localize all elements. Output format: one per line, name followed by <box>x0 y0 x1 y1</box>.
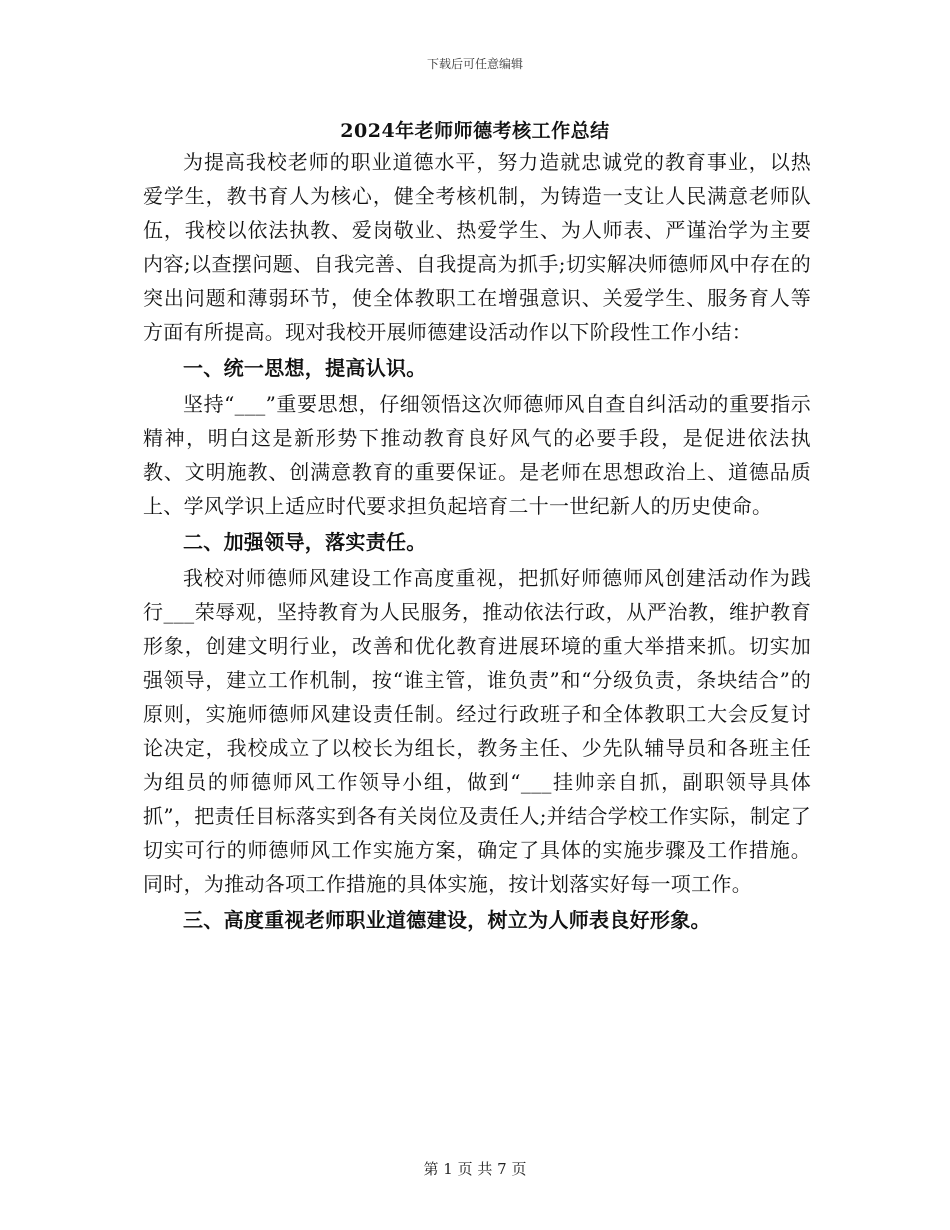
section-1-paragraph: 坚持“___”重要思想，仔细领悟这次师德师风自查自纠活动的重要指示精神，明白这是新形势下推动教育良好风气的必要手段，是促进依法执教、文明施教、创满意教育的重要保证。是老师在思想政治上、道德品质上、学风学识上适应时代要求担负起培育二十一世纪新人的历史使命。 <box>143 392 811 518</box>
section-1-heading: 一、统一思想，提高认识。 <box>183 356 427 380</box>
section-2-paragraph: 我校对师德师风建设工作高度重视，把抓好师德师风创建活动作为践行___荣辱观，坚持教育为人民服务，推动依法行政，从严治教，维护教育形象，创建文明行业，改善和优化教育进展环境的重大举措来抓。切实加强领导，建立工作机制，按“谁主管，谁负责”和“分级负责，条块结合”的原则，实施师德师风建设责任制。经过行政班子和全体教职工大会反复讨论决定，我校成立了以校长为组长，教务主任、少先队辅导员和各班主任为组员的师德师风工作领导小组，做到“___挂帅亲自抓，副职领导具体抓”，把责任目标落实到各有关岗位及责任人;并结合学校工作实际，制定了切实可行的师德师风工作实施方案，确定了具体的实施步骤及工作措施。同时，为推动各项工作措施的具体实施，按计划落实好每一项工作。 <box>143 566 811 896</box>
section-2-heading: 二、加强领导，落实责任。 <box>183 530 427 554</box>
section-3-heading: 三、高度重视老师职业道德建设，树立为人师表良好形象。 <box>183 908 711 932</box>
document-body <box>143 145 811 939</box>
page-number: 第 1 页 共 7 页 <box>423 1160 527 1178</box>
document-title: 2024年老师师德考核工作总结 <box>340 120 610 142</box>
intro-paragraph: 为提高我校老师的职业道德水平，努力造就忠诚党的教育事业，以热爱学生，教书育人为核心，健全考核机制，为铸造一支让人民满意老师队伍，我校以依法执教、爱岗敬业、热爱学生、为人师表、严谨治学为主要内容;以查摆问题、自我完善、自我提高为抓手;切实解决师德师风中存在的突出问题和薄弱环节，使全体教职工在增强意识、关爱学生、服务育人等方面有所提高。现对我校开展师德建设活动作以下阶段性工作小结： <box>143 150 811 344</box>
header-note: 下载后可任意编辑 <box>426 57 523 71</box>
